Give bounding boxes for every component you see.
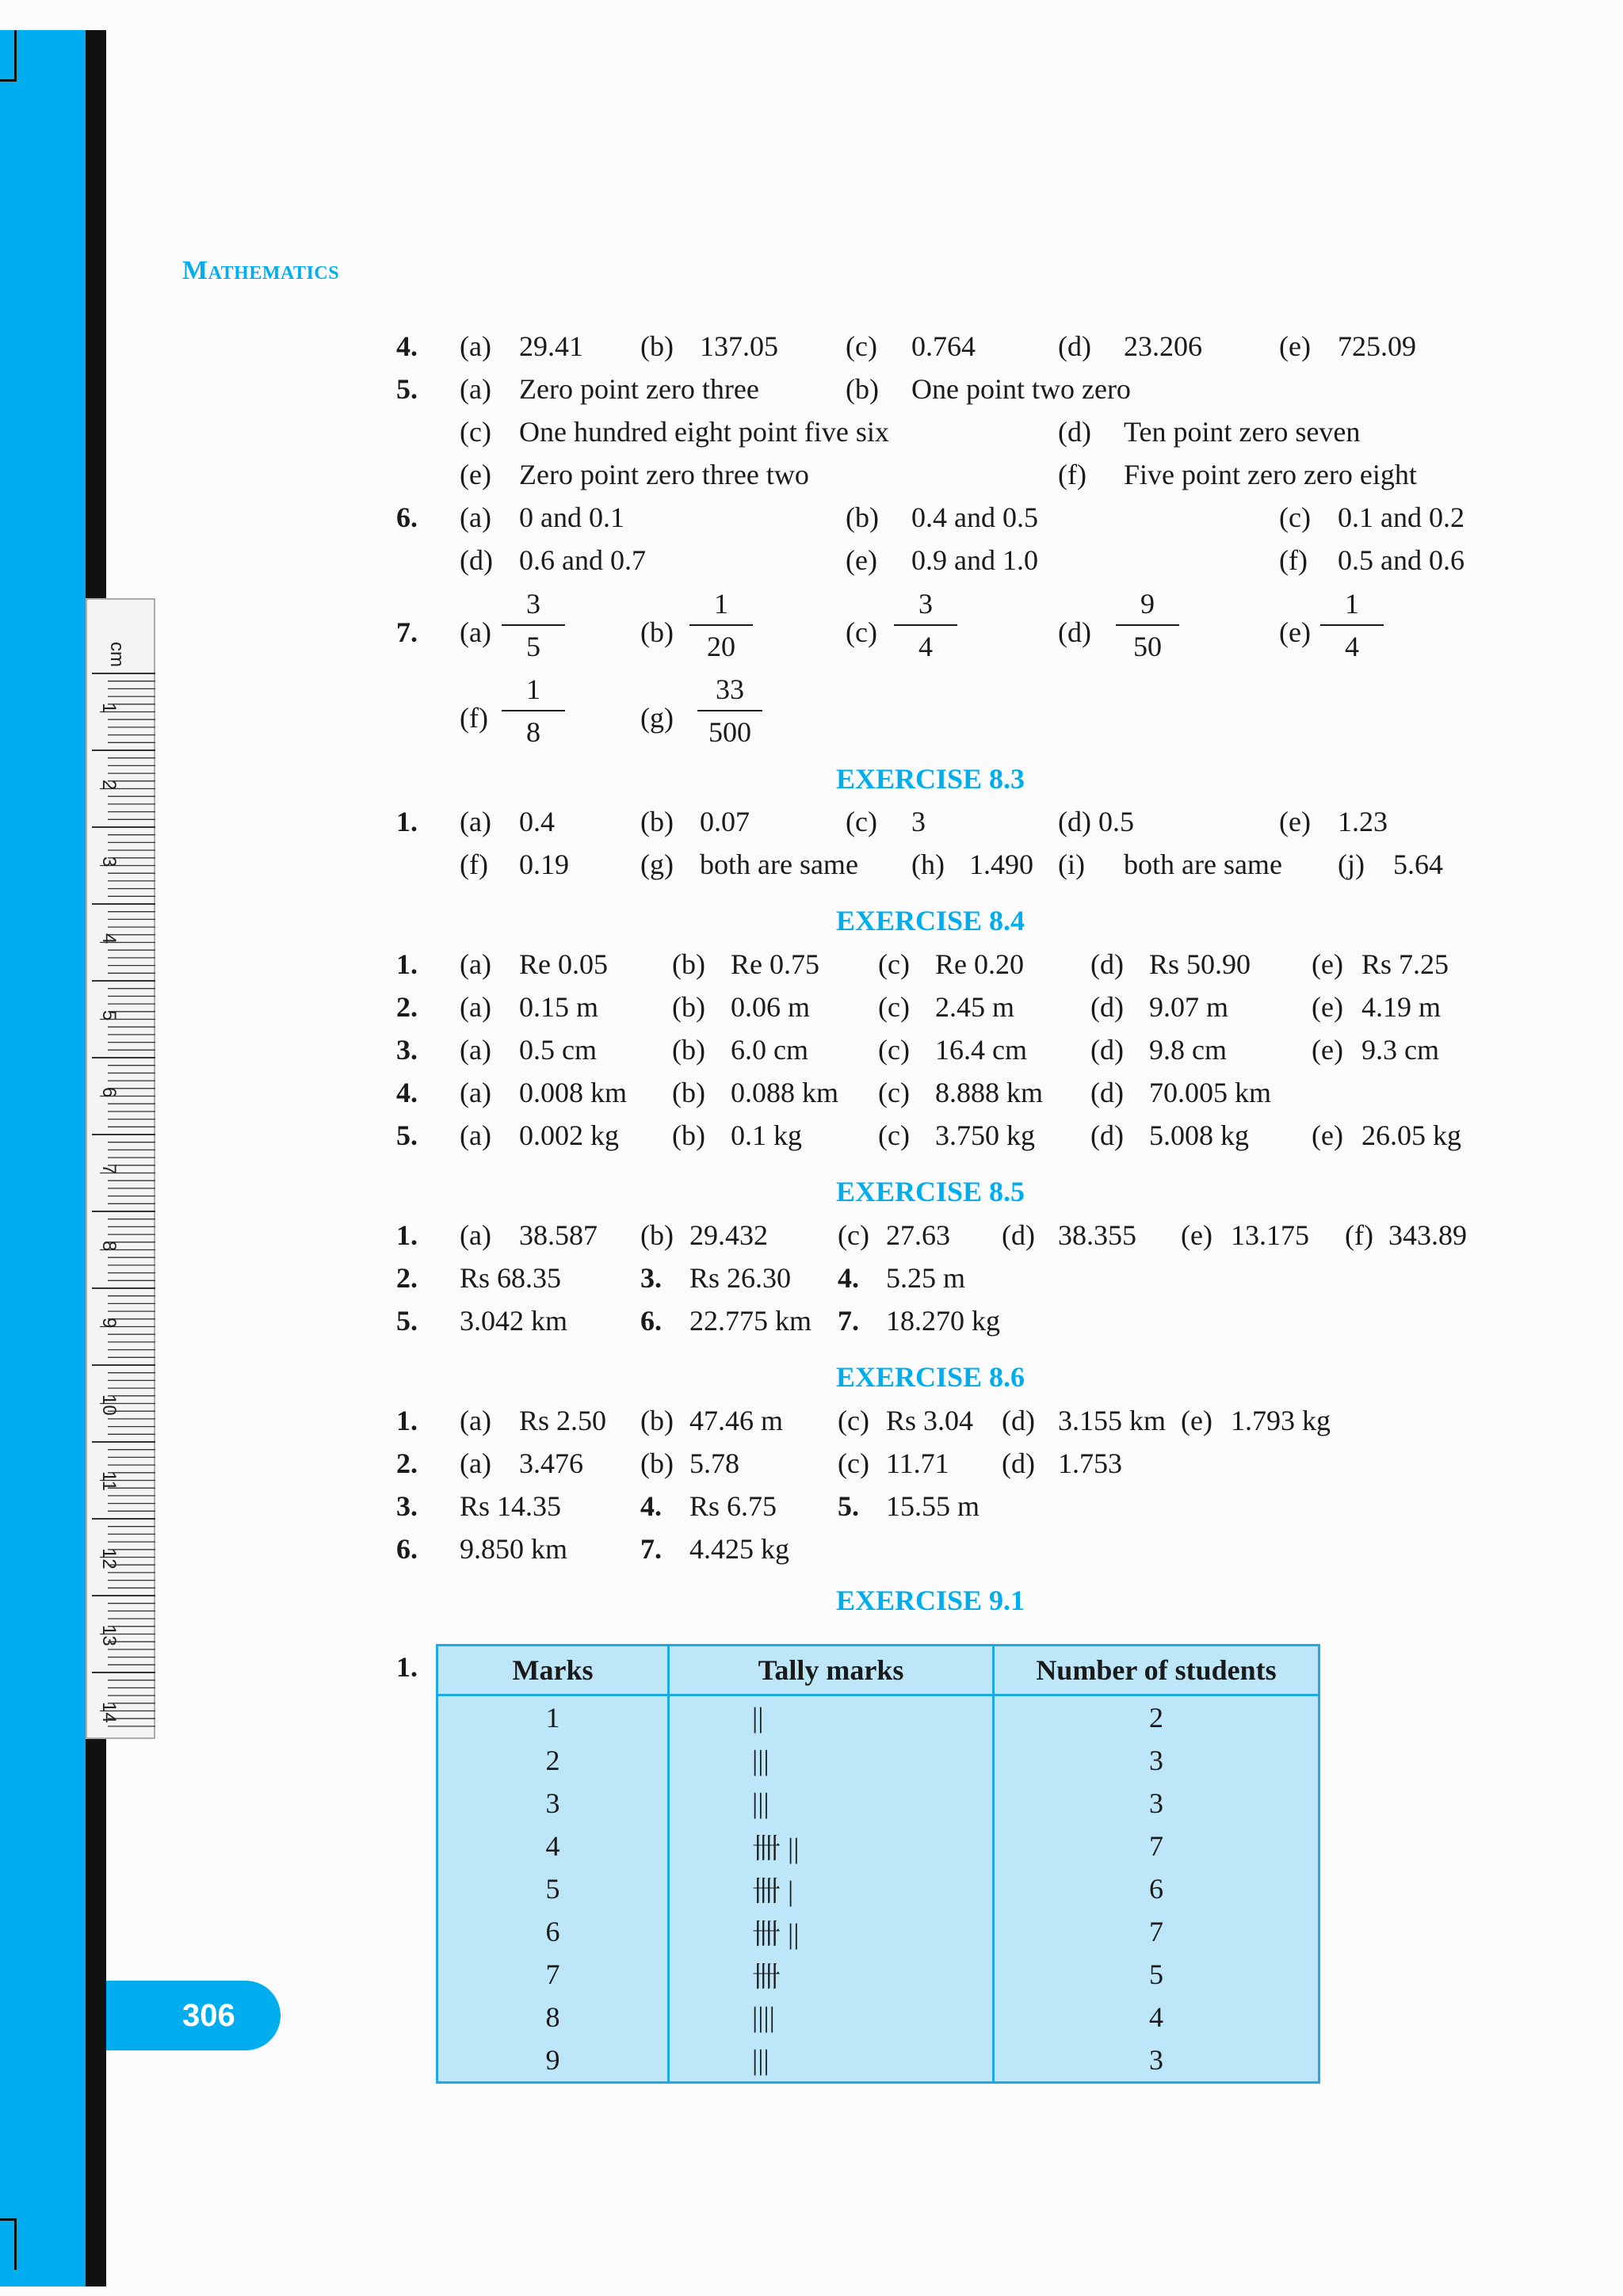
answer-value: 725.09 <box>1338 330 1416 362</box>
answer-value: One hundred eight point five six <box>519 416 889 448</box>
answer-value: 0.008 km <box>519 1077 628 1108</box>
answer-value: 29.432 <box>689 1219 768 1251</box>
ruler-number: 6 <box>98 1087 120 1098</box>
question-number: 1. <box>396 806 418 837</box>
answer-value: 1.490 <box>969 849 1033 880</box>
question-number: 6. <box>640 1305 662 1337</box>
answer-value: 3.155 km <box>1058 1405 1167 1436</box>
exercise-heading: EXERCISE 9.1 <box>836 1585 1025 1616</box>
answer-value: 5.64 <box>1393 849 1443 880</box>
answer-value: 18.270 kg <box>886 1305 1000 1337</box>
exercise-heading: EXERCISE 8.3 <box>836 763 1025 795</box>
fraction <box>689 589 753 661</box>
answer-value: 1.23 <box>1338 806 1388 837</box>
answer-value: Zero point zero three <box>519 373 759 405</box>
answer-value: Rs 6.75 <box>689 1490 777 1522</box>
answer-value: 4.425 kg <box>689 1533 789 1565</box>
ruler-number: 2 <box>98 780 120 791</box>
ruler-number: 3 <box>98 856 120 868</box>
answer-value: 13.175 <box>1231 1219 1309 1251</box>
ruler-number: 13 <box>98 1625 120 1646</box>
option-label: (e) <box>1312 991 1343 1023</box>
answer-value: 3.042 km <box>460 1305 568 1337</box>
denominator: 4 <box>918 631 933 662</box>
column-header: Marks <box>437 1646 669 1695</box>
question-number: 2. <box>396 991 418 1023</box>
answer-value: 4.19 m <box>1361 991 1442 1023</box>
answer-value: 0.1 and 0.2 <box>1338 502 1465 533</box>
ruler-number: 4 <box>98 933 120 944</box>
answer-value: 27.63 <box>886 1219 950 1251</box>
numerator: 1 <box>1320 589 1384 626</box>
answer-value: Five point zero zero eight <box>1124 459 1417 490</box>
answer-value: 1.753 <box>1058 1447 1122 1479</box>
students-cell: 3 <box>994 2039 1319 2083</box>
option-label: (a) <box>460 948 491 980</box>
question-number: 7. <box>396 616 418 648</box>
table-row <box>437 1695 1319 1740</box>
students-cell: 5 <box>994 1953 1319 1996</box>
tally-cell: 卌 <box>669 1953 994 1996</box>
option-label: (c) <box>846 616 877 648</box>
option-label: (d) <box>1090 1077 1124 1108</box>
option-label: (f) <box>460 849 488 880</box>
question-number: 2. <box>396 1262 418 1294</box>
ruler-number: 9 <box>98 1318 120 1329</box>
fraction <box>894 589 957 661</box>
answer-value: Re 0.05 <box>519 948 608 980</box>
answer-value: 0.19 <box>519 849 569 880</box>
answer-value: 3.476 <box>519 1447 583 1479</box>
crop-mark-bottom <box>0 2218 17 2270</box>
question-number: 5. <box>396 1305 418 1337</box>
students-cell: 2 <box>994 1695 1319 1740</box>
answer-value: 22.775 km <box>689 1305 812 1337</box>
marks-cell: 9 <box>437 2039 669 2083</box>
question-number: 4. <box>640 1490 662 1522</box>
question-number: 1. <box>396 948 418 980</box>
answer-value: 9.3 cm <box>1361 1034 1439 1066</box>
question-number: 6. <box>396 502 418 533</box>
answer-value: 0.1 kg <box>731 1119 802 1151</box>
column-header: Tally marks <box>669 1646 994 1695</box>
answer-value: 343.89 <box>1388 1219 1467 1251</box>
answer-value: both are same <box>1124 849 1282 880</box>
question-number: 5. <box>396 373 418 405</box>
table-body <box>437 1695 1319 2083</box>
option-label: (e) <box>1279 330 1311 362</box>
ruler-number: 1 <box>98 703 120 714</box>
numerator: 1 <box>689 589 753 626</box>
option-label: (c) <box>878 1077 910 1108</box>
question-number: 1. <box>396 1405 418 1436</box>
option-label: (b) <box>846 373 879 405</box>
option-label: (c) <box>878 1034 910 1066</box>
exercise-heading: EXERCISE 8.5 <box>836 1176 1025 1207</box>
fraction <box>1320 589 1384 661</box>
fraction <box>502 675 565 746</box>
answer-value: 5.25 m <box>886 1262 966 1294</box>
tally-cell: 卌 | <box>669 1867 994 1910</box>
margin-blue-strip <box>0 30 86 2286</box>
students-cell: 6 <box>994 1867 1319 1910</box>
denominator: 500 <box>708 716 751 748</box>
tally-cell: || <box>669 1695 994 1740</box>
option-label: (e) <box>846 544 877 576</box>
ruler-number: 12 <box>98 1548 120 1569</box>
answer-value: 137.05 <box>700 330 778 362</box>
answer-value: 3.750 kg <box>935 1119 1035 1151</box>
marks-cell: 1 <box>437 1695 669 1740</box>
option-label: (d) <box>460 544 493 576</box>
answer-value: 2.45 m <box>935 991 1015 1023</box>
tally-cell: ||| <box>669 2039 994 2083</box>
tally-cell: 卌 || <box>669 1825 994 1867</box>
option-label: (c) <box>838 1447 869 1479</box>
question-number: 1. <box>396 1651 418 1683</box>
option-label: (b) <box>640 330 674 362</box>
option-label: (d) <box>1090 1034 1124 1066</box>
option-label: (e) <box>1312 1119 1343 1151</box>
table-header-row <box>437 1646 1319 1695</box>
ruler-scale <box>86 598 155 1739</box>
option-label: (a) <box>460 1077 491 1108</box>
option-label: (e) <box>1279 616 1311 648</box>
exercise-heading: EXERCISE 8.6 <box>836 1361 1025 1393</box>
answer-value: 29.41 <box>519 330 583 362</box>
option-label: (d) <box>1090 948 1124 980</box>
option-label: (j) <box>1338 849 1365 880</box>
tally-cell: |||| <box>669 1996 994 2039</box>
table-row <box>437 1953 1319 1996</box>
answer-value: Rs 68.35 <box>460 1262 562 1294</box>
answer-value: 16.4 cm <box>935 1034 1027 1066</box>
option-label: (b) <box>672 1034 705 1066</box>
option-label: (c) <box>838 1219 869 1251</box>
answer-value: (d) 0.5 <box>1058 806 1134 837</box>
option-label: (f) <box>460 702 488 734</box>
students-cell: 3 <box>994 1739 1319 1782</box>
numerator: 3 <box>502 589 565 626</box>
answer-value: Rs 26.30 <box>689 1262 792 1294</box>
marks-cell: 4 <box>437 1825 669 1867</box>
option-label: (a) <box>460 330 491 362</box>
question-number: 4. <box>396 1077 418 1108</box>
numerator: 33 <box>697 675 762 711</box>
option-label: (b) <box>640 1219 674 1251</box>
marks-cell: 6 <box>437 1910 669 1953</box>
question-number: 3. <box>396 1034 418 1066</box>
option-label: (b) <box>672 1119 705 1151</box>
option-label: (c) <box>846 330 877 362</box>
answer-value: both are same <box>700 849 858 880</box>
option-label: (d) <box>1058 330 1091 362</box>
marks-cell: 5 <box>437 1867 669 1910</box>
option-label: (b) <box>672 991 705 1023</box>
option-label: (b) <box>672 948 705 980</box>
option-label: (b) <box>640 616 674 648</box>
question-number: 5. <box>838 1490 859 1522</box>
ruler-unit-label: cm <box>106 642 128 667</box>
answer-value: 0.06 m <box>731 991 811 1023</box>
option-label: (f) <box>1279 544 1308 576</box>
option-label: (a) <box>460 1219 491 1251</box>
option-label: (g) <box>640 849 674 880</box>
answer-value: One point two zero <box>911 373 1131 405</box>
ruler-number: 10 <box>98 1394 120 1416</box>
answer-value: 0.6 and 0.7 <box>519 544 646 576</box>
option-label: (f) <box>1058 459 1086 490</box>
answer-value: 11.71 <box>886 1447 949 1479</box>
answer-value: 0 and 0.1 <box>519 502 624 533</box>
option-label: (e) <box>460 459 491 490</box>
option-label: (i) <box>1058 849 1085 880</box>
numerator: 9 <box>1116 589 1179 626</box>
option-label: (c) <box>846 806 877 837</box>
answer-value: 0.088 km <box>731 1077 839 1108</box>
answer-value: 0.5 and 0.6 <box>1338 544 1465 576</box>
denominator: 20 <box>707 631 735 662</box>
question-number: 5. <box>396 1119 418 1151</box>
option-label: (f) <box>1345 1219 1373 1251</box>
marks-cell: 8 <box>437 1996 669 2039</box>
denominator: 8 <box>526 716 540 748</box>
denominator: 5 <box>526 631 540 662</box>
students-cell: 7 <box>994 1825 1319 1867</box>
answer-value: 0.002 kg <box>519 1119 619 1151</box>
ruler-number: 14 <box>98 1702 120 1723</box>
answer-value: 3 <box>911 806 926 837</box>
option-label: (a) <box>460 1119 491 1151</box>
option-label: (c) <box>878 991 910 1023</box>
question-number: 6. <box>396 1533 418 1565</box>
option-label: (a) <box>460 1034 491 1066</box>
answer-value: 0.4 and 0.5 <box>911 502 1038 533</box>
column-header: Number of students <box>994 1646 1319 1695</box>
answer-value: 0.9 and 1.0 <box>911 544 1038 576</box>
answer-value: 5.78 <box>689 1447 739 1479</box>
option-label: (a) <box>460 1447 491 1479</box>
option-label: (d) <box>1002 1447 1035 1479</box>
option-label: (e) <box>1312 948 1343 980</box>
denominator: 4 <box>1345 631 1359 662</box>
option-label: (c) <box>878 948 910 980</box>
answer-value: Rs 50.90 <box>1149 948 1251 980</box>
answer-value: 0.15 m <box>519 991 599 1023</box>
answer-value: 38.587 <box>519 1219 598 1251</box>
option-label: (b) <box>672 1077 705 1108</box>
option-label: (a) <box>460 502 491 533</box>
answer-value: 38.355 <box>1058 1219 1136 1251</box>
answer-value: 9.8 cm <box>1149 1034 1227 1066</box>
question-number: 3. <box>396 1490 418 1522</box>
answer-value: 0.4 <box>519 806 555 837</box>
students-cell: 7 <box>994 1910 1319 1953</box>
option-label: (a) <box>460 373 491 405</box>
option-label: (g) <box>640 702 674 734</box>
answer-value: Rs 2.50 <box>519 1405 607 1436</box>
denominator: 50 <box>1133 631 1162 662</box>
answer-value: 6.0 cm <box>731 1034 808 1066</box>
numerator: 1 <box>502 675 565 711</box>
ruler-number: 5 <box>98 1010 120 1021</box>
running-header: Mathematics <box>182 256 340 285</box>
fraction <box>697 675 762 746</box>
option-label: (c) <box>878 1119 910 1151</box>
option-label: (b) <box>640 1447 674 1479</box>
option-label: (e) <box>1312 1034 1343 1066</box>
exercise-heading: EXERCISE 8.4 <box>836 905 1025 936</box>
table-row <box>437 1996 1319 2039</box>
option-label: (c) <box>1279 502 1311 533</box>
table-row <box>437 1782 1319 1825</box>
answer-value: 15.55 m <box>886 1490 980 1522</box>
tally-cell: ||| <box>669 1782 994 1825</box>
tally-cell: ||| <box>669 1739 994 1782</box>
answer-value: Zero point zero three two <box>519 459 809 490</box>
crop-mark-top <box>0 30 17 82</box>
answer-value: Ten point zero seven <box>1124 416 1361 448</box>
table-row <box>437 1867 1319 1910</box>
answer-value: 70.005 km <box>1149 1077 1272 1108</box>
option-label: (a) <box>460 991 491 1023</box>
answer-value: Rs 3.04 <box>886 1405 974 1436</box>
answer-value: 1.793 kg <box>1231 1405 1331 1436</box>
answer-value: Re 0.75 <box>731 948 819 980</box>
ruler-number: 8 <box>98 1241 120 1252</box>
table-row <box>437 1825 1319 1867</box>
question-number: 1. <box>396 1219 418 1251</box>
page-number: 306 <box>106 1981 281 2050</box>
answer-value: 9.850 km <box>460 1533 568 1565</box>
marks-cell: 7 <box>437 1953 669 1996</box>
option-label: (b) <box>640 1405 674 1436</box>
option-label: (e) <box>1279 806 1311 837</box>
option-label: (a) <box>460 806 491 837</box>
table-row <box>437 1910 1319 1953</box>
question-number: 2. <box>396 1447 418 1479</box>
answer-value: 5.008 kg <box>1149 1119 1249 1151</box>
answer-value: 26.05 kg <box>1361 1119 1461 1151</box>
fraction <box>502 589 565 661</box>
question-number: 4. <box>396 330 418 362</box>
answer-value: 8.888 km <box>935 1077 1044 1108</box>
option-label: (c) <box>838 1405 869 1436</box>
question-number: 4. <box>838 1262 859 1294</box>
table-row <box>437 2039 1319 2083</box>
option-label: (d) <box>1090 1119 1124 1151</box>
option-label: (c) <box>460 416 491 448</box>
students-cell: 4 <box>994 1996 1319 2039</box>
option-label: (b) <box>640 806 674 837</box>
answer-value: 0.5 cm <box>519 1034 597 1066</box>
question-number: 7. <box>640 1533 662 1565</box>
answer-value: 9.07 m <box>1149 991 1229 1023</box>
fraction <box>1116 589 1179 661</box>
answer-value: 0.07 <box>700 806 750 837</box>
ruler-number: 7 <box>98 1164 120 1175</box>
answer-value: 23.206 <box>1124 330 1202 362</box>
option-label: (d) <box>1058 416 1091 448</box>
answer-value: 0.764 <box>911 330 976 362</box>
option-label: (e) <box>1181 1405 1212 1436</box>
numerator: 3 <box>894 589 957 626</box>
ruler-border <box>86 599 155 1738</box>
option-label: (h) <box>911 849 945 880</box>
option-label: (d) <box>1002 1219 1035 1251</box>
marks-cell: 2 <box>437 1739 669 1782</box>
answer-value: Re 0.20 <box>935 948 1024 980</box>
option-label: (d) <box>1058 616 1091 648</box>
marks-cell: 3 <box>437 1782 669 1825</box>
option-label: (a) <box>460 1405 491 1436</box>
option-label: (e) <box>1181 1219 1212 1251</box>
tally-table <box>436 1644 1320 2084</box>
option-label: (d) <box>1002 1405 1035 1436</box>
option-label: (a) <box>460 616 491 648</box>
ruler <box>86 598 155 1739</box>
tally-cell: 卌 || <box>669 1910 994 1953</box>
option-label: (d) <box>1090 991 1124 1023</box>
answer-value: Rs 14.35 <box>460 1490 562 1522</box>
answer-value: Rs 7.25 <box>1361 948 1449 980</box>
students-cell: 3 <box>994 1782 1319 1825</box>
ruler-number: 11 <box>98 1471 120 1491</box>
question-number: 7. <box>838 1305 859 1337</box>
table-row <box>437 1739 1319 1782</box>
answer-value: 47.46 m <box>689 1405 784 1436</box>
question-number: 3. <box>640 1262 662 1294</box>
option-label: (b) <box>846 502 879 533</box>
